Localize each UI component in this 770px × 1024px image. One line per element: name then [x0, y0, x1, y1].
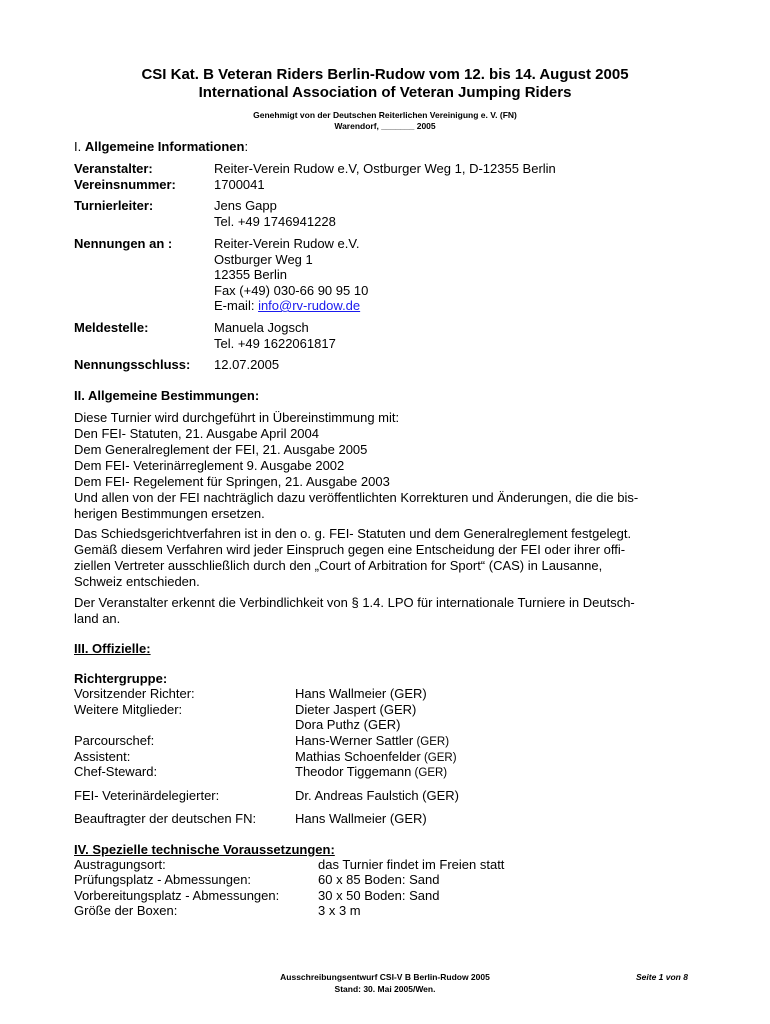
official-name: Theodor Tiggemann (GER)	[295, 764, 448, 779]
email-link[interactable]: info@rv-rudow.de	[258, 298, 361, 313]
entry-office-name: Manuela Jogsch	[214, 320, 309, 335]
section-heading-general-regulations: II. Allgemeine Bestimmungen:	[74, 388, 260, 403]
section-heading-officials: III. Offizielle:	[74, 641, 151, 656]
paragraph-line: Diese Turnier wird durchgeführt in Übereinstimmung mit:	[74, 410, 400, 425]
approval-note: Genehmigt von der Deutschen Reiterlichen Vereinigung e. V. (FN)	[253, 110, 517, 120]
technical-label: Prüfungsplatz - Abmessungen:	[74, 872, 252, 887]
arbitration-paragraph	[74, 526, 694, 590]
technical-value: 60 x 85 Boden: Sand	[318, 872, 440, 887]
club-number-label: Vereinsnummer:	[74, 177, 176, 192]
lpo-paragraph	[74, 595, 694, 627]
official-name: Dora Puthz (GER)	[295, 717, 401, 732]
fn-representative-name: Hans Wallmeier (GER)	[295, 811, 427, 826]
official-role: Parcourschef:	[74, 733, 155, 748]
entry-office-tel: Tel. +49 1622061817	[214, 336, 336, 351]
entries-to-label: Nennungen an :	[74, 236, 173, 251]
entry-deadline-value: 12.07.2005	[214, 357, 280, 372]
footer-status-date: Stand: 30. Mai 2005/Wen.	[334, 984, 436, 994]
paragraph-line: Dem FEI- Veterinärreglement 9. Ausgabe 2002	[74, 458, 345, 473]
regulations-paragraph	[74, 410, 694, 522]
official-name: Hans Wallmeier (GER)	[295, 686, 427, 701]
official-role: Chef-Steward:	[74, 764, 158, 779]
tournament-director-name: Jens Gapp	[214, 198, 277, 213]
entries-fax: Fax (+49) 030-66 90 95 10	[214, 283, 369, 298]
fn-representative-label: Beauftragter der deutschen FN:	[74, 811, 257, 826]
paragraph-line: herigen Bestimmungen ersetzen.	[74, 506, 265, 521]
entries-email-row: E-mail: info@rv-rudow.de	[214, 298, 361, 313]
paragraph-line: Den FEI- Statuten, 21. Ausgabe April 2004	[74, 426, 319, 441]
official-role: Weitere Mitglieder:	[74, 702, 183, 717]
official-role: Vorsitzender Richter:	[74, 686, 195, 701]
paragraph-line: Dem FEI- Regelement für Springen, 21. Ausgabe 2003	[74, 474, 390, 489]
official-name: Hans-Werner Sattler (GER)	[295, 733, 450, 748]
paragraph-line: land an.	[74, 611, 121, 626]
technical-value: 30 x 50 Boden: Sand	[318, 888, 440, 903]
paragraph-line: Der Veranstalter erkennt die Verbindlichkeit von § 1.4. LPO für internationale Turniere in Deutsch-	[74, 595, 635, 610]
official-name: Mathias Schoenfelder (GER)	[295, 749, 457, 764]
technical-label: Austragungsort:	[74, 857, 166, 872]
club-number-value: 1700041	[214, 177, 265, 192]
entries-address-line: 12355 Berlin	[214, 267, 287, 282]
entry-office-label: Meldestelle:	[74, 320, 149, 335]
paragraph-line: Das Schiedsgerichtverfahren ist in den o. g. FEI- Statuten und dem Generalreglement festgelegt.	[74, 526, 632, 541]
vet-delegate-label: FEI- Veterinärdelegierter:	[74, 788, 220, 803]
approval-place-date: Warendorf, _______ 2005	[334, 121, 436, 131]
paragraph-line: Schweiz entschieden.	[74, 574, 200, 589]
official-name: Dieter Jaspert (GER)	[295, 702, 417, 717]
paragraph-line: ziellen Vertreter ausschließlich durch den „Court of Arbitration for Sport“ (CAS) in Lausanne,	[74, 558, 603, 573]
tournament-director-label: Turnierleiter:	[74, 198, 154, 213]
organizer-value: Reiter-Verein Rudow e.V, Ostburger Weg 1, D-12355 Berlin	[214, 161, 556, 176]
paragraph-line: Dem Generalreglement der FEI, 21. Ausgabe 2005	[74, 442, 368, 457]
vet-delegate-name: Dr. Andreas Faulstich (GER)	[295, 788, 459, 803]
paragraph-line: Gemäß diesem Verfahren wird jeder Einspruch gegen eine Entscheidung der FEI oder ihrer offi-	[74, 542, 626, 557]
entry-deadline-label: Nennungsschluss:	[74, 357, 191, 372]
organizer-label: Veranstalter:	[74, 161, 153, 176]
document-title: CSI Kat. B Veteran Riders Berlin-Rudow vom 12. bis 14. August 2005	[141, 66, 629, 83]
paragraph-line: Und allen von der FEI nachträglich dazu veröffentlichten Korrekturen und Änderungen, die die bis-	[74, 490, 639, 505]
tournament-director-tel: Tel. +49 1746941228	[214, 214, 336, 229]
technical-value: 3 x 3 m	[318, 903, 361, 918]
judges-group-heading: Richtergruppe:	[74, 671, 168, 686]
technical-label: Größe der Boxen:	[74, 903, 178, 918]
entries-address-line: Ostburger Weg 1	[214, 252, 313, 267]
document-subtitle: International Association of Veteran Jumping Riders	[198, 84, 572, 101]
page-number: Seite 1 von 8	[636, 972, 688, 982]
footer-document-name: Ausschreibungsentwurf CSI-V B Berlin-Rudow 2005	[280, 972, 490, 982]
section-heading-technical: IV. Spezielle technische Voraussetzungen:	[74, 842, 335, 857]
technical-label: Vorbereitungsplatz - Abmessungen:	[74, 888, 280, 903]
section-heading-general-info: I. Allgemeine Informationen:	[74, 139, 249, 154]
entries-address-line: Reiter-Verein Rudow e.V.	[214, 236, 360, 251]
technical-value: das Turnier findet im Freien statt	[318, 857, 505, 872]
official-role: Assistent:	[74, 749, 131, 764]
